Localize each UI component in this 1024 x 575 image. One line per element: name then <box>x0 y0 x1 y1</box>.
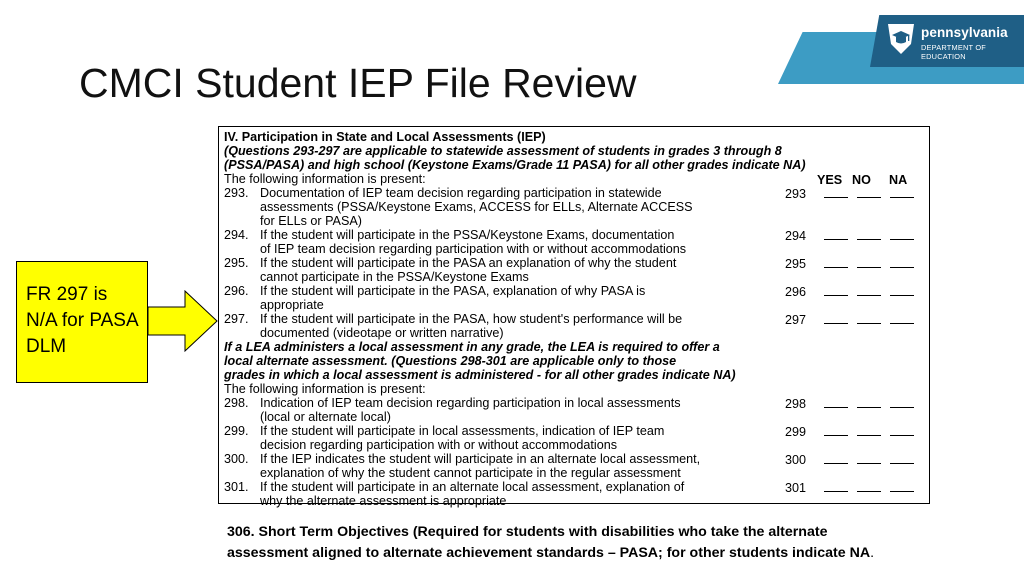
answer-blank-na[interactable] <box>890 480 914 492</box>
answer-code: 294 <box>785 229 807 243</box>
item-number: 299. <box>224 424 249 438</box>
page-title: CMCI Student IEP File Review <box>79 60 637 106</box>
answer-blank-na[interactable] <box>890 452 914 464</box>
answer-blank-yes[interactable] <box>824 186 848 198</box>
item-number: 297. <box>224 312 249 326</box>
answer-blank-no[interactable] <box>857 186 881 198</box>
footnote <box>227 522 874 564</box>
form-present-label: The following information is present: <box>224 172 426 186</box>
item-text-line: assessments (PSSA/Keystone Exams, ACCESS for ELLs, Alternate ACCESS <box>260 200 693 214</box>
form-present-label-2: The following information is present: <box>224 382 426 396</box>
item-number: 301. <box>224 480 249 494</box>
callout-line-3: DLM <box>26 336 67 357</box>
answer-blank-na[interactable] <box>890 256 914 268</box>
answer-blank-no[interactable] <box>857 256 881 268</box>
callout-arrow-icon <box>147 290 219 352</box>
item-text-line: of IEP team decision regarding participation with or without accommodations <box>260 242 687 256</box>
answer-blank-no[interactable] <box>857 312 881 324</box>
column-no: NO <box>852 173 871 187</box>
callout-line-1: FR 297 is <box>26 284 108 305</box>
answer-blank-yes[interactable] <box>824 228 848 240</box>
item-number: 300. <box>224 452 249 466</box>
callout-line-2: N/A for PASA <box>26 310 139 331</box>
answer-blank-yes[interactable] <box>824 312 848 324</box>
answer-blank-no[interactable] <box>857 452 881 464</box>
form-section-title: IV. Participation in State and Local Assessments (IEP) <box>224 130 546 144</box>
answer-blank-no[interactable] <box>857 424 881 436</box>
logo-subtitle: DEPARTMENT OF EDUCATION <box>921 43 987 61</box>
answer-blank-no[interactable] <box>857 284 881 296</box>
keystone-graduation-cap-icon <box>886 22 916 56</box>
answer-blank-yes[interactable] <box>824 452 848 464</box>
item-text-line: Indication of IEP team decision regarding participation in local assessments <box>260 396 681 410</box>
answer-blanks <box>785 312 914 327</box>
answer-blank-yes[interactable] <box>824 480 848 492</box>
answer-blanks <box>785 186 914 201</box>
item-text-line: decision regarding participation with or without accommodations <box>260 438 618 452</box>
item-text-line: If the student will participate in the PASA, how student's performance will be <box>260 312 683 326</box>
logo-title: pennsylvania <box>921 25 1008 40</box>
answer-blank-yes[interactable] <box>824 284 848 296</box>
answer-code: 297 <box>785 313 807 327</box>
item-text-line: (local or alternate local) <box>260 410 391 424</box>
form-note-local-1: If a LEA administers a local assessment in any grade, the LEA is required to offer a <box>224 340 720 354</box>
item-text-line: appropriate <box>260 298 324 312</box>
item-text-line: If the student will participate in local assessments, indication of IEP team <box>260 424 665 438</box>
item-text-line: If the student will participate in the PSSA/Keystone Exams, documentation <box>260 228 675 242</box>
item-text-line: If the student will participate in the PASA, explanation of why PASA is <box>260 284 646 298</box>
column-yes: YES <box>817 173 843 187</box>
item-number: 295. <box>224 256 249 270</box>
item-text-line: cannot participate in the PSSA/Keystone Exams <box>260 270 529 284</box>
answer-blank-na[interactable] <box>890 186 914 198</box>
item-text-line: If the student will participate in an alternate local assessment, explanation of <box>260 480 685 494</box>
answer-blank-yes[interactable] <box>824 424 848 436</box>
answer-blank-yes[interactable] <box>824 396 848 408</box>
item-text-line: why the alternate assessment is appropriate <box>260 494 507 508</box>
item-text-line: If the student will participate in the PASA an explanation of why the student <box>260 256 677 270</box>
form-note-statewide-1: (Questions 293-297 are applicable to statewide assessment of students in grades 3 through 8 <box>224 144 782 158</box>
footnote-line-2-text: assessment aligned to alternate achievement standards – PASA; for other students indicate NA <box>227 545 871 561</box>
answer-blanks <box>785 480 914 495</box>
answer-blanks <box>785 256 914 271</box>
answer-code: 296 <box>785 285 807 299</box>
answer-blanks <box>785 424 914 439</box>
item-text-line: explanation of why the student cannot participate in the regular assessment <box>260 466 681 480</box>
answer-blanks <box>785 284 914 299</box>
assessment-form-excerpt <box>218 126 930 508</box>
footnote-line-2 <box>227 543 874 564</box>
answer-blank-na[interactable] <box>890 424 914 436</box>
footnote-line-1: 306. Short Term Objectives (Required for students with disabilities who take the alternate <box>227 524 828 540</box>
callout-note <box>16 261 148 383</box>
answer-blank-yes[interactable] <box>824 256 848 268</box>
answer-blank-na[interactable] <box>890 284 914 296</box>
answer-code: 299 <box>785 425 807 439</box>
answer-code: 300 <box>785 453 807 467</box>
item-number: 294. <box>224 228 249 242</box>
item-number: 293. <box>224 186 249 200</box>
form-note-local-3: grades in which a local assessment is administered - for all other grades indicate NA) <box>224 368 736 382</box>
answer-blank-no[interactable] <box>857 480 881 492</box>
answer-code: 301 <box>785 481 807 495</box>
item-number: 296. <box>224 284 249 298</box>
answer-code: 293 <box>785 187 807 201</box>
answer-blanks <box>785 396 914 411</box>
form-note-statewide-2: (PSSA/PASA) and high school (Keystone Exams/Grade 11 PASA) for all other grades indicate NA) <box>224 158 806 172</box>
item-text-line: Documentation of IEP team decision regarding participation in statewide <box>260 186 662 200</box>
form-note-local-2: local alternate assessment. (Questions 298-301 are applicable only to those <box>224 354 677 368</box>
answer-blanks <box>785 452 914 467</box>
item-text-line: documented (videotape or written narrative) <box>260 326 504 340</box>
item-text-line: If the IEP indicates the student will participate in an alternate local assessment, <box>260 452 701 466</box>
answer-blank-na[interactable] <box>890 228 914 240</box>
answer-code: 298 <box>785 397 807 411</box>
item-number: 298. <box>224 396 249 410</box>
answer-blank-na[interactable] <box>890 396 914 408</box>
item-text-line: for ELLs or PASA) <box>260 214 362 228</box>
answer-blank-na[interactable] <box>890 312 914 324</box>
answer-blanks <box>785 228 914 243</box>
column-na: NA <box>889 173 908 187</box>
answer-blank-no[interactable] <box>857 396 881 408</box>
answer-blank-no[interactable] <box>857 228 881 240</box>
footnote-period: . <box>870 545 875 561</box>
answer-code: 295 <box>785 257 807 271</box>
